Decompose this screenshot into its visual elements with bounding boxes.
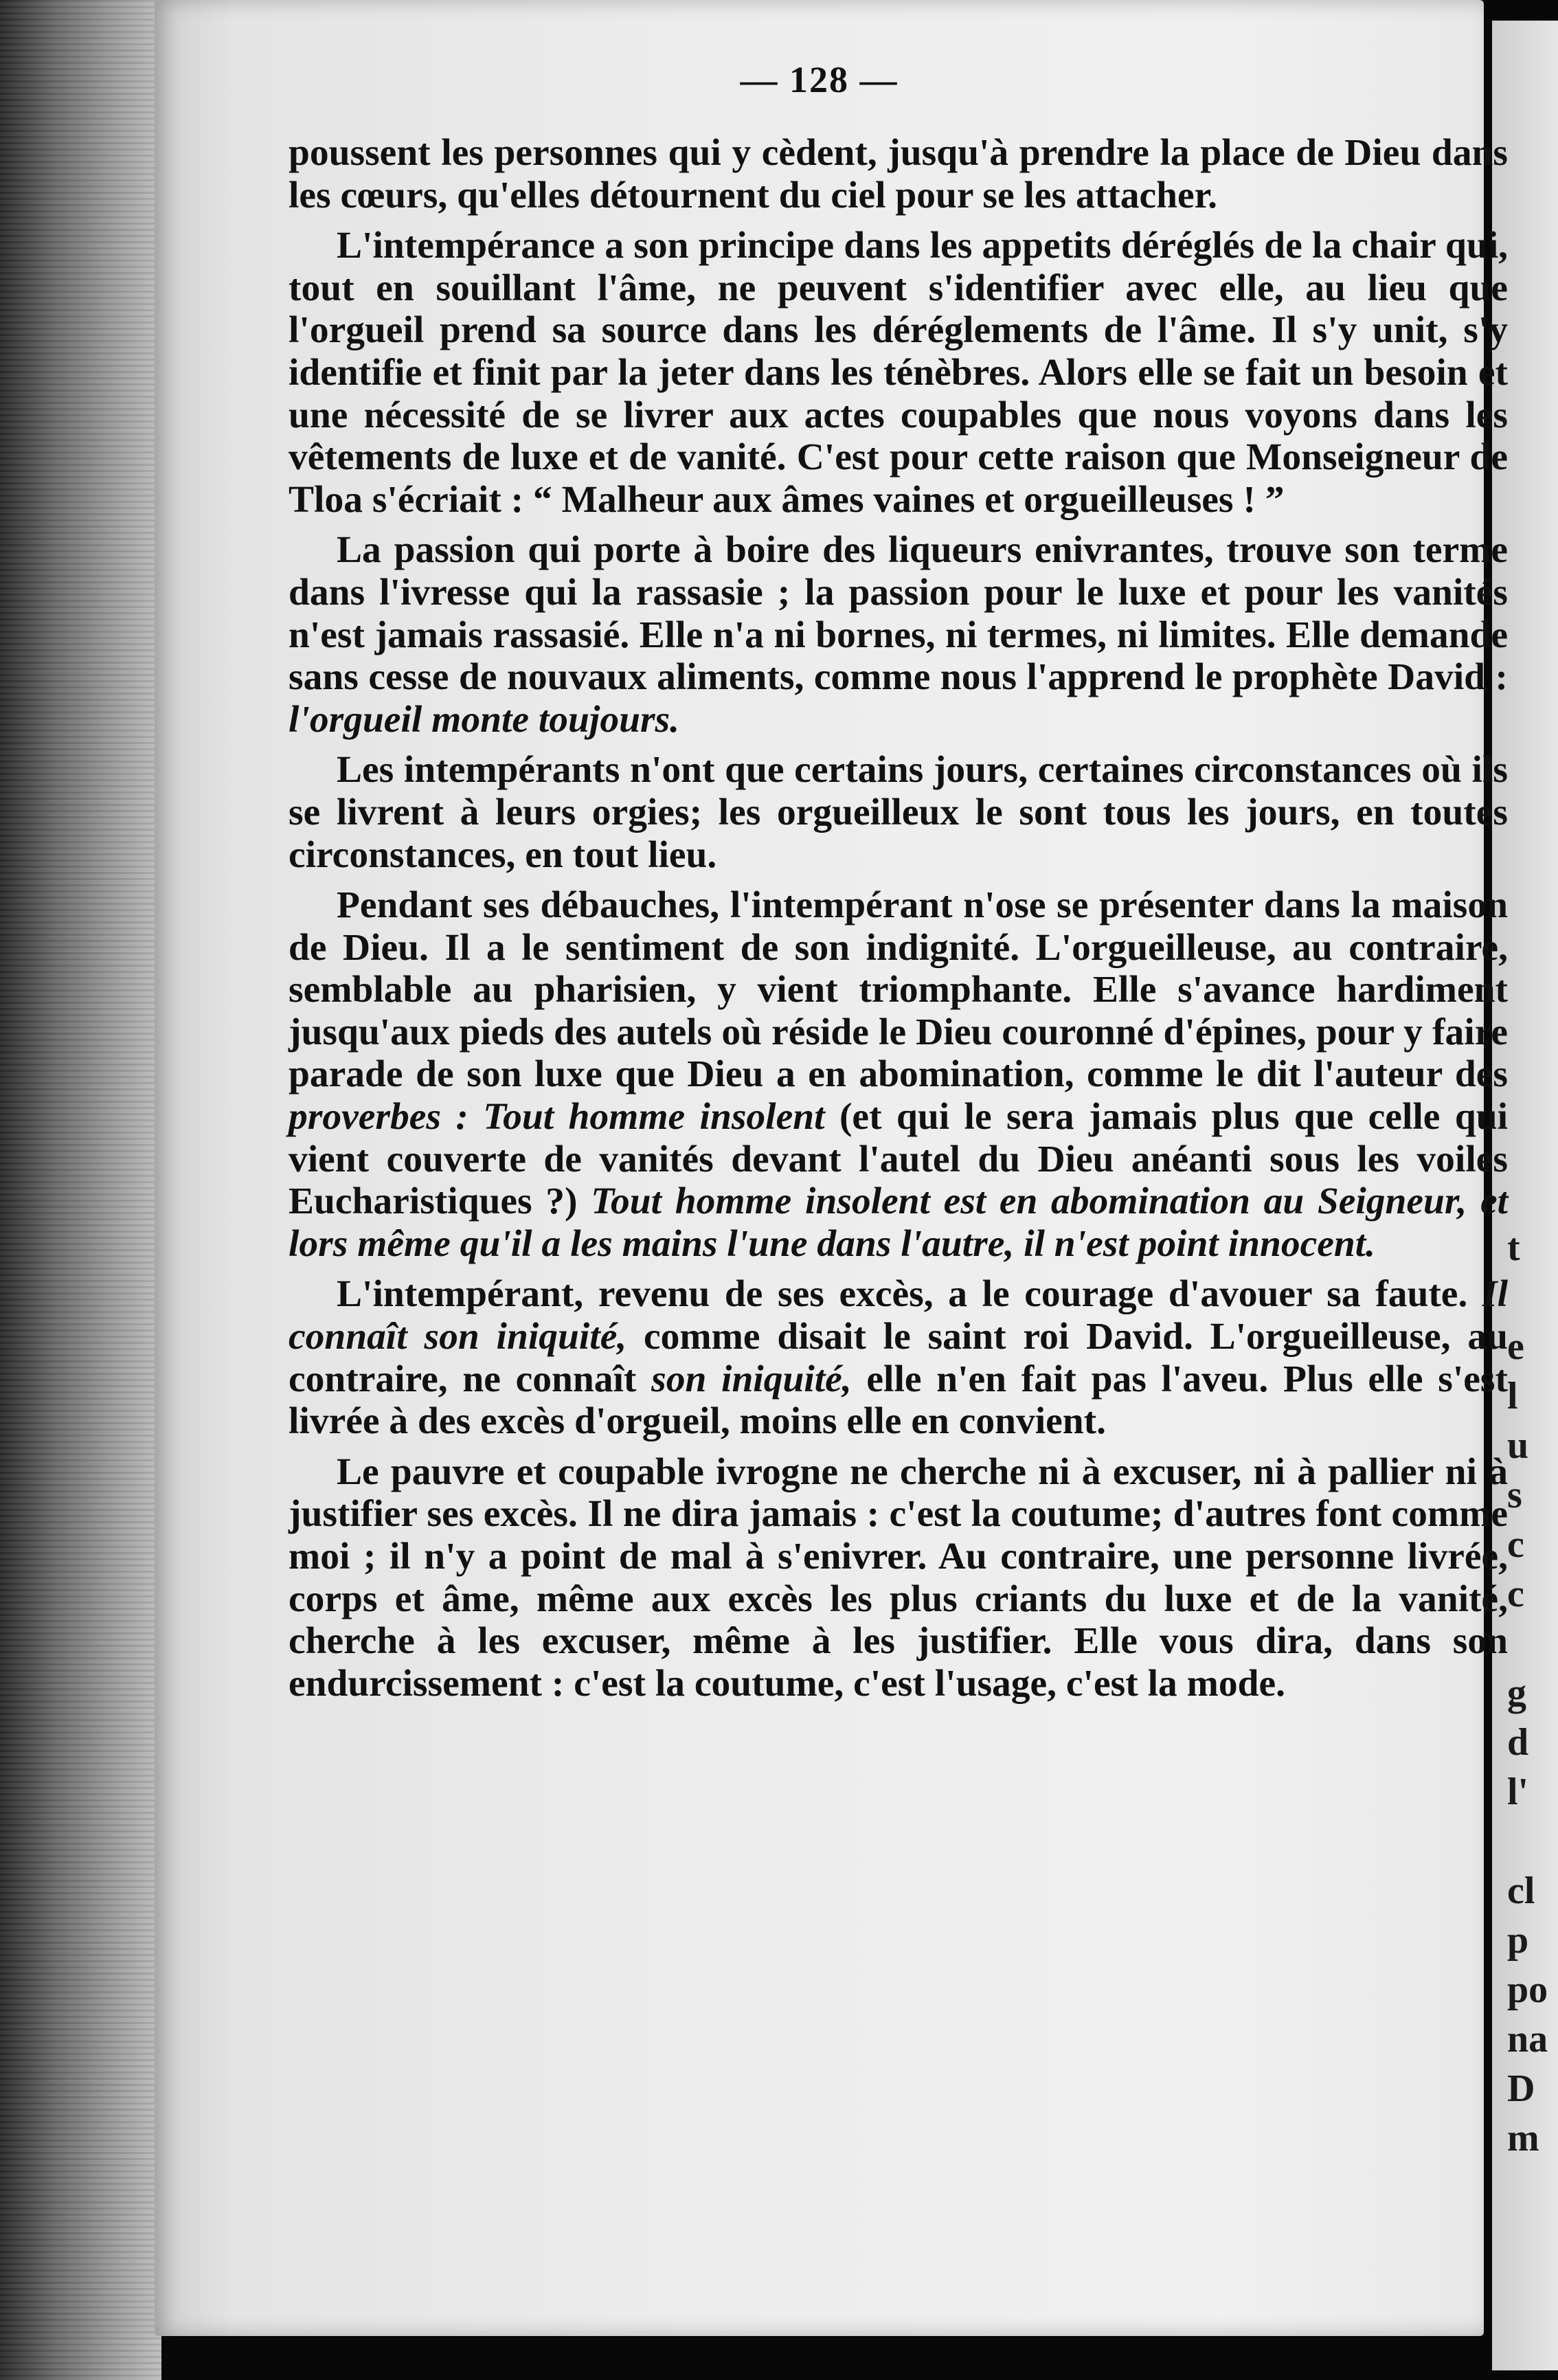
paragraph [289,132,1508,216]
paragraph [289,1451,1508,1705]
italic-text: l'orgueil monte toujours. [289,698,680,741]
italic-text: son iniquité, [651,1358,852,1400]
paragraph [289,225,1508,521]
paragraph-text: elle n'en fait pas l'aveu. Plus elle s'est livrée à des excès d'orgueil, moins elle en convient. [289,1358,1508,1443]
paragraph-text: (et qui le sera jamais plus que celle qui vient couverte de vanités devant l'autel du Dieu anéanti sous les voiles Eucharistiques ?) [289,1096,1508,1223]
paragraph [289,749,1508,876]
book-binding-edge [0,0,161,2380]
italic-text: Il connaît son iniquité, [289,1273,1508,1358]
paragraph-text: Le pauvre et coupable ivrogne ne cherche ni à excuser, ni à pallier ni à justifier ses excès. Il ne dira jamais : c'est la coutume; d'autres font comme moi ; il n'y a point de mal à s'enivrer. Au contraire, une personne livrée, corps et âme, même aux excès les plus criants du luxe et de la vanité, cherche à les excuser, même à les justifier. Elle vous dira, dans son endurcissement : c'est la coutume, c'est l'usage, c'est la mode. [289,1450,1508,1705]
paragraph-text: L'intempérance a son principe dans les appetits déréglés de la chair qui, tout en souillant l'âme, ne peuvent s'identifier avec elle, au lieu que l'orgueil prend sa source dans les déréglements de l'âme. Il s'y unit, s'y identifie et finit par la jeter dans les ténèbres. Alors elle se fait un besoin et une nécessité de se livrer aux actes coupables que nous voyons dans les vêtements de luxe et de vanité. C'est pour cette raison que Monseigneur de Tloa s'écriait : “ Malheur aux âmes vaines et orgueilleuses ! ” [289,225,1508,521]
paragraph-text: L'intempérant, revenu de ses excès, a le courage d'avouer sa faute. [337,1273,1482,1316]
paragraph-text: Pendant ses débauches, l'intempérant n'ose se présenter dans la maison de Dieu. Il a le sentiment de son indignité. L'orgueilleuse, au contraire, semblable au pharisien, y vient triomphante. Elle s'avance hardiment jusqu'aux pieds des autels où réside le Dieu couronné d'épines, pour y faire parade de son luxe que Dieu a en abomination, comme le dit l'auteur des [289,884,1508,1096]
paragraph [289,884,1508,1265]
paragraph-text: poussent les personnes qui y cèdent, jusqu'à prendre la place de Dieu dans les cœurs, qu'elles détournent du ciel pour se les attacher. [289,132,1508,216]
paragraph-text: Les intempérants n'ont que certains jours, certaines circonstances où ils se livrent à leurs orgies; les orgueilleux le sont tous les jours, en toutes circonstances, en tout lieu. [289,749,1508,876]
paragraph-text: La passion qui porte à boire des liqueurs enivrantes, trouve son terme dans l'ivresse qui la rassasie ; la passion pour le luxe et pour les vanités n'est jamais rassasié. Elle n'a ni bornes, ni termes, ni limites. Elle demande sans cesse de nouvaux aliments, comme nous l'apprend le prophète David : [289,529,1508,699]
italic-text: proverbes : Tout homme insolent [289,1096,825,1138]
paragraph [289,1273,1508,1442]
adjacent-page-text: t e l u s c c g d l' cl p po na D m [1507,1226,1548,2159]
paragraph-text: comme disait le saint roi David. L'orgueilleuse, au contraire, ne connaît [289,1316,1508,1400]
italic-text: Tout homme insolent est en abomination au Seigneur, et lors même qu'il a les mains l'une dans l'autre, il n'est point innocent. [289,1180,1509,1265]
page-body-text [289,132,1508,1713]
paragraph [289,529,1508,741]
book-page [155,0,1509,2336]
page-number: — 128 — [740,59,899,100]
